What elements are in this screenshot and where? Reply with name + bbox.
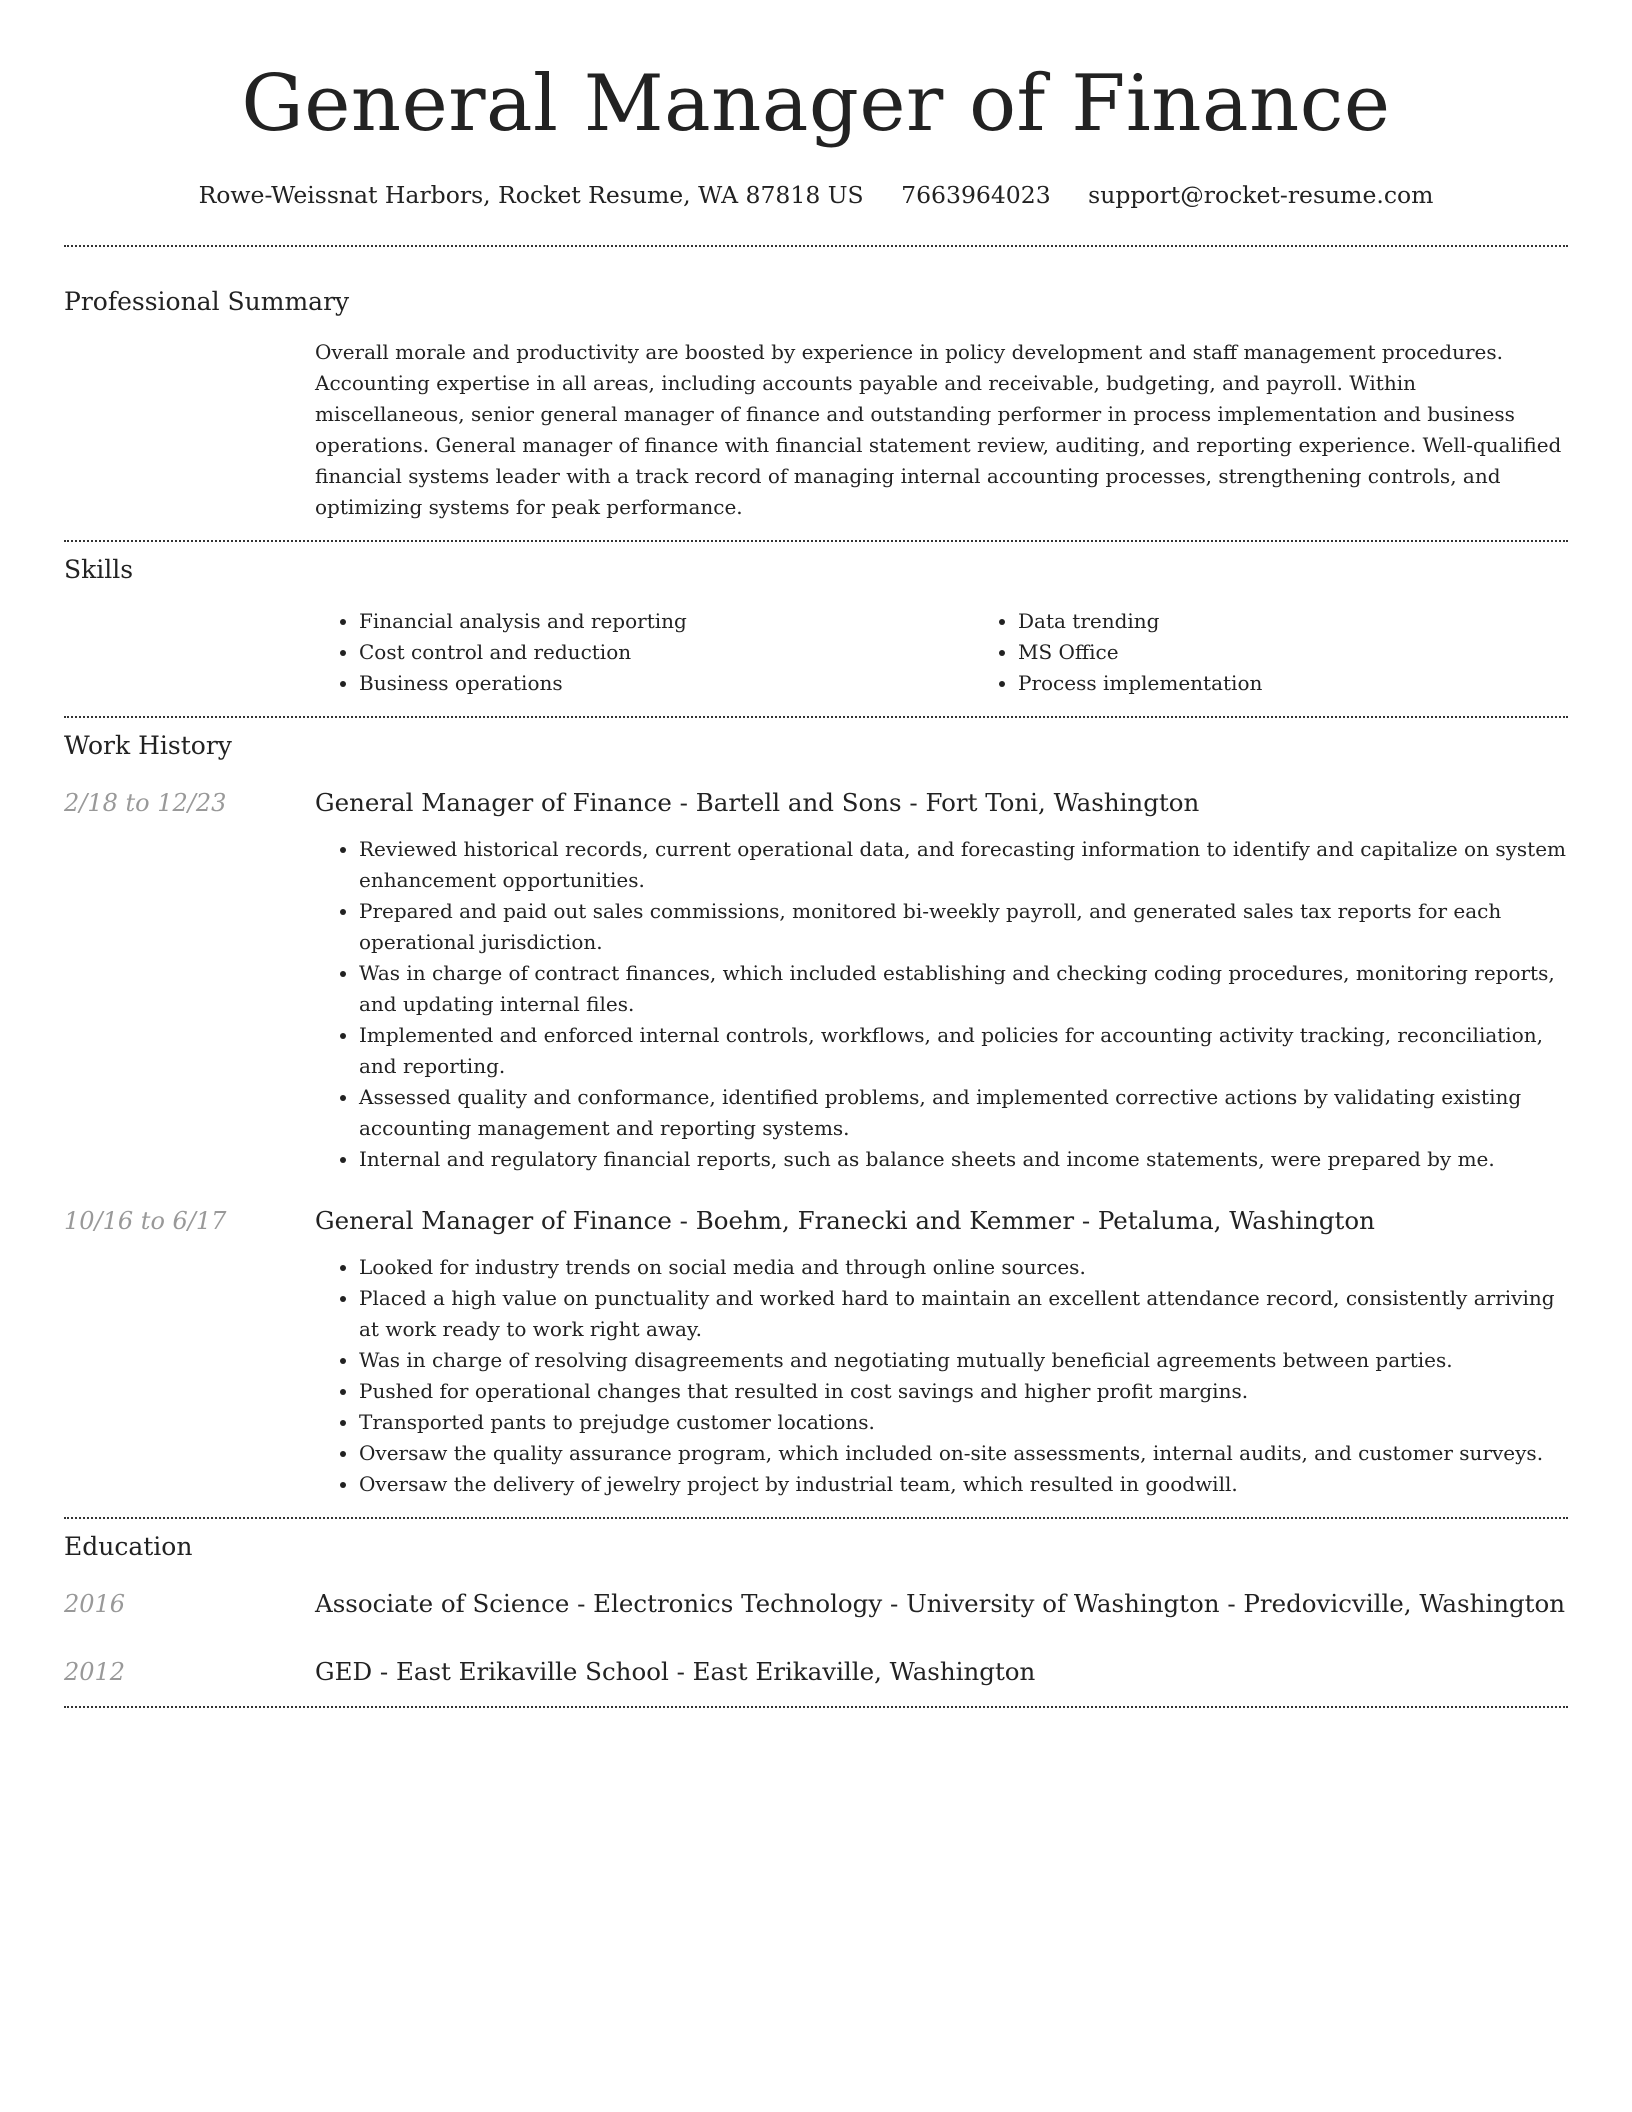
skills-list-right	[974, 606, 1632, 699]
education-heading: Associate of Science - Electronics Technology - University of Washington - Predovicville, Washington	[315, 1589, 1566, 1618]
job-bullet: • Transported pants to prejudge customer locations.	[359, 1407, 1568, 1438]
job-entry	[64, 786, 1568, 1175]
skills-section	[64, 542, 1568, 699]
job-bullet: • Assessed quality and conformance, identified problems, and implemented corrective actions by validating existing accounting management and reporting systems.	[359, 1082, 1568, 1144]
contact-line	[64, 178, 1568, 212]
job-bullet: • Internal and regulatory financial reports, such as balance sheets and income statements, were prepared by me.	[359, 1144, 1568, 1175]
job-entry	[64, 1204, 1568, 1500]
summary-text: Overall morale and productivity are boosted by experience in policy development and staff management procedures. Accounting expertise in all areas, including accounts payable and receivable, budgeting, and payroll. Within miscellaneous, senior general manager of finance and outstanding performer in process implementation and business operations. General manager of finance with financial statement review, auditing, and reporting experience. Well-qualified financial systems leader with a track record of managing internal accounting processes, strengthening controls, and optimizing systems for peak performance.	[315, 340, 1562, 519]
job-heading: General Manager of Finance - Boehm, Franecki and Kemmer - Petaluma, Washington	[315, 1206, 1375, 1235]
education-entry	[64, 1655, 1568, 1689]
job-bullet: • Oversaw the delivery of jewelry project by industrial team, which resulted in goodwill.	[359, 1469, 1568, 1500]
education-year: 2012	[64, 1658, 126, 1686]
job-bullet: • Looked for industry trends on social media and through online sources.	[359, 1252, 1568, 1283]
summary-section	[64, 247, 1568, 523]
job-bullet: • Was in charge of contract finances, which included establishing and checking coding procedures, monitoring reports, and updating internal files.	[359, 958, 1568, 1020]
section-title-education: Education	[64, 1532, 193, 1561]
section-title-skills: Skills	[64, 555, 134, 584]
resume-name: General Manager of Finance	[241, 59, 1391, 149]
education-entry	[64, 1587, 1568, 1621]
education-heading: GED - East Erikaville School - East Erikaville, Washington	[315, 1657, 1036, 1686]
skill-item: • Business operations	[359, 668, 974, 699]
skill-item: • Financial analysis and reporting	[359, 606, 974, 637]
skills-list-left	[315, 606, 974, 699]
education-year: 2016	[64, 1590, 126, 1618]
skill-item: • Data trending	[1018, 606, 1632, 637]
contact-address: Rowe-Weissnat Harbors, Rocket Resume, WA 87818 US	[198, 181, 864, 209]
job-bullets	[315, 834, 1568, 1175]
job-dates: 2/18 to 12/23	[64, 789, 227, 817]
skill-item: • Cost control and reduction	[359, 637, 974, 668]
work-section	[64, 718, 1568, 1500]
section-title-work: Work History	[64, 731, 232, 760]
contact-email: support@rocket-resume.com	[1088, 181, 1434, 209]
divider	[64, 1706, 1568, 1708]
skill-item: • Process implementation	[1018, 668, 1632, 699]
job-bullet: • Was in charge of resolving disagreements and negotiating mutually beneficial agreements between parties.	[359, 1345, 1568, 1376]
contact-phone: 7663964023	[901, 181, 1051, 209]
job-bullet: • Prepared and paid out sales commissions, monitored bi-weekly payroll, and generated sales tax reports for each operational jurisdiction.	[359, 896, 1568, 958]
job-bullets	[315, 1252, 1568, 1500]
job-bullet: • Oversaw the quality assurance program, which included on-site assessments, internal audits, and customer surveys.	[359, 1438, 1568, 1469]
job-dates: 10/16 to 6/17	[64, 1207, 227, 1235]
section-title-summary: Professional Summary	[64, 287, 350, 316]
job-bullet: • Placed a high value on punctuality and worked hard to maintain an excellent attendance record, consistently arriving at work ready to work right away.	[359, 1283, 1568, 1345]
job-heading: General Manager of Finance - Bartell and Sons - Fort Toni, Washington	[315, 788, 1200, 817]
skill-item: • MS Office	[1018, 637, 1632, 668]
education-section	[64, 1519, 1568, 1689]
job-bullet: • Implemented and enforced internal controls, workflows, and policies for accounting activity tracking, reconciliation, and reporting.	[359, 1020, 1568, 1082]
job-bullet: • Reviewed historical records, current operational data, and forecasting information to identify and capitalize on system enhancement opportunities.	[359, 834, 1568, 896]
job-bullet: • Pushed for operational changes that resulted in cost savings and higher profit margins.	[359, 1376, 1568, 1407]
